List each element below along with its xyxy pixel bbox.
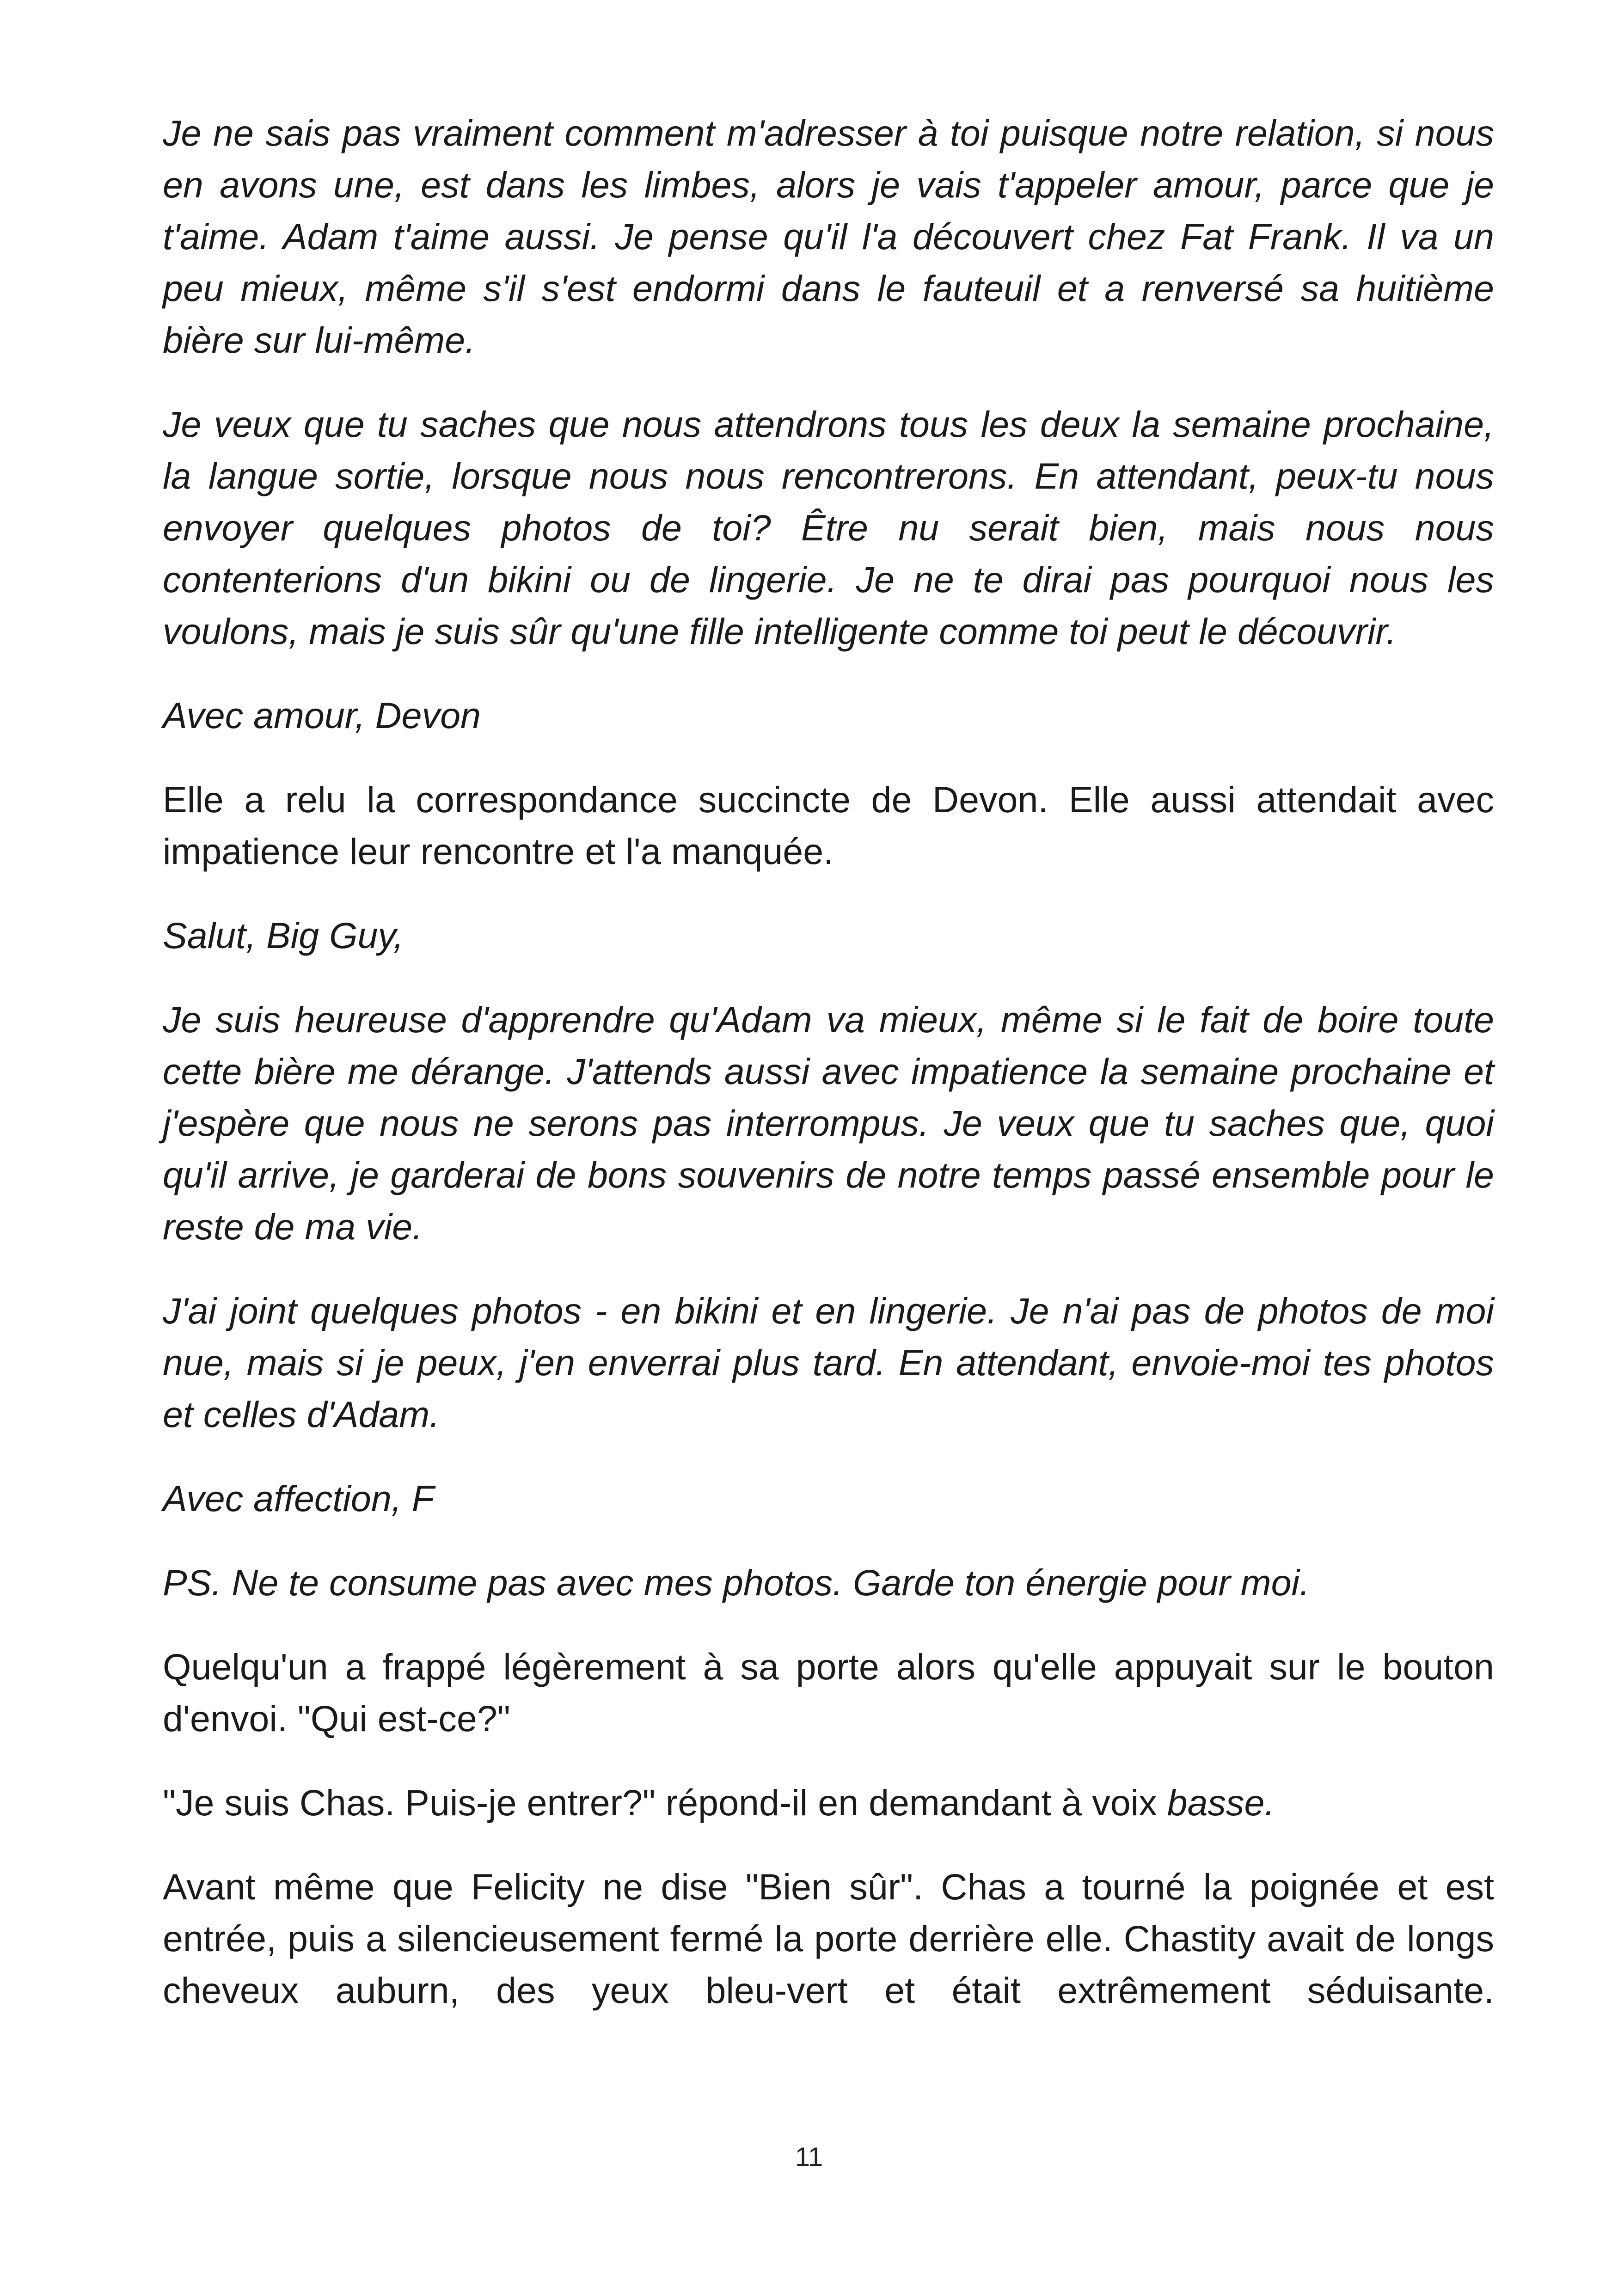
letter-paragraph: Je veux que tu saches que nous attendrons tous les deux la semaine prochaine, la langue sortie, lorsque nous nous rencontrerons. En attendant, peux-tu nous envoyer quelques photos de toi? Être nu serait bien, mais nous nous contenterions d'un bikini ou de lingerie. Je ne te dirai pas pourquoi nous les voulons, mais je suis sûr qu'une fille intelligente comme toi peut le découvrir.: [163, 404, 1494, 652]
document-page: [163, 107, 1494, 2049]
page-number: 11: [795, 2142, 823, 2172]
letter-paragraph: Je ne sais pas vraiment comment m'adresser à toi puisque notre relation, si nous en avons une, est dans les limbes, alors je vais t'appeler amour, parce que je t'aime. Adam t'aime aussi. Je pense qu'il l'a découvert chez Fat Frank. Il va un peu mieux, même s'il s'est endormi dans le fauteuil et a renversé sa huitième bière sur lui-même.: [163, 112, 1494, 361]
letter-signature: Avec amour, Devon: [163, 695, 481, 736]
dialogue-text: "Je suis Chas. Puis-je entrer?" répond-il en demandant à voix: [163, 1782, 1167, 1823]
letter-signature: Avec affection, F: [163, 1478, 434, 1519]
letter-paragraph: J'ai joint quelques photos - en bikini et en lingerie. Je n'ai pas de photos de moi nue, mais si je peux, j'en enverrai plus tard. En attendant, envoie-moi tes photos et celles d'Adam.: [163, 1290, 1494, 1435]
narrative-paragraph: Quelqu'un a frappé légèrement à sa porte alors qu'elle appuyait sur le bouton d'envoi. "Qui est-ce?": [163, 1646, 1494, 1739]
narrative-paragraph: Avant même que Felicity ne dise "Bien sûr". Chas a tourné la poignée et est entrée, puis a silencieusement fermé la porte derrière elle. Chastity avait de longs cheveux auburn, des yeux bleu-vert et était extrêmement séduisante.: [163, 1866, 1494, 2011]
dialogue-paragraph: [163, 1777, 1494, 1829]
letter-paragraph: Je suis heureuse d'apprendre qu'Adam va mieux, même si le fait de boire toute cette bière me dérange. J'attends aussi avec impatience la semaine prochaine et j'espère que nous ne serons pas interrompus. Je veux que tu saches que, quoi qu'il arrive, je garderai de bons souvenirs de notre temps passé ensemble pour le reste de ma vie.: [163, 999, 1494, 1247]
narrative-paragraph: Elle a relu la correspondance succincte de Devon. Elle aussi attendait avec impatience leur rencontre et l'a manquée.: [163, 779, 1494, 872]
dialogue-emphasis: basse.: [1167, 1782, 1275, 1823]
letter-greeting: Salut, Big Guy,: [163, 915, 404, 956]
letter-postscript: PS. Ne te consume pas avec mes photos. Garde ton énergie pour moi.: [163, 1562, 1310, 1603]
